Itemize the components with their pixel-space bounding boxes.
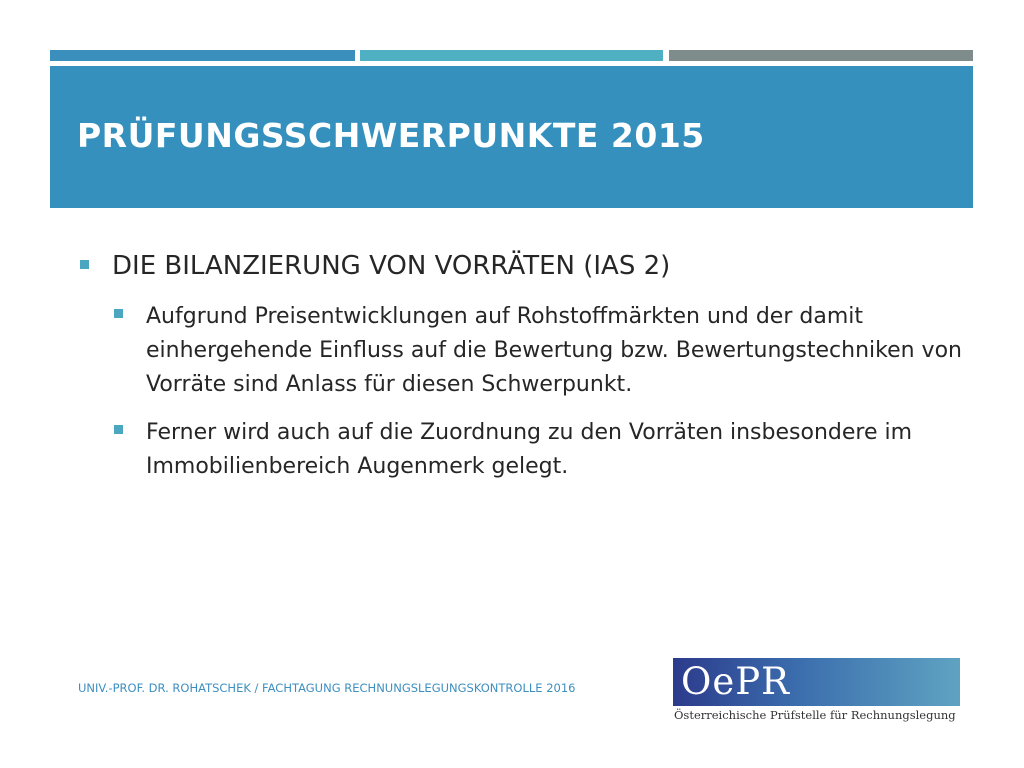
sub-bullet-text: Aufgrund Preisentwicklungen auf Rohstoffmärkten und der damit einhergehende Einfluss auf die Bewertung bzw. Bewertungstechniken von Vorräte sind Anlass für diesen Schwerpunkt. <box>146 304 962 397</box>
square-bullet-icon <box>114 309 123 318</box>
bullet-text: DIE BILANZIERUNG VON VORRÄTEN (IAS 2) <box>112 251 671 281</box>
slide-title: PRÜFUNGSSCHWERPUNKTE 2015 <box>77 116 705 155</box>
sub-bullet <box>114 416 976 484</box>
accent-stripe-blue <box>50 50 355 61</box>
logo-band <box>673 658 960 706</box>
title-bar <box>50 66 973 208</box>
logo-subtitle: Österreichische Prüfstelle für Rechnungslegung <box>674 708 956 722</box>
sub-bullet-text: Ferner wird auch auf die Zuordnung zu den Vorräten insbesondere im Immobilienbereich Augenmerk gelegt. <box>146 420 913 479</box>
oepr-logo <box>673 658 960 724</box>
square-bullet-icon <box>114 425 123 434</box>
footer-text: UNIV.-PROF. DR. ROHATSCHEK / FACHTAGUNG RECHNUNGSLEGUNGSKONTROLLE 2016 <box>78 681 576 695</box>
bullet-level-1 <box>78 248 978 284</box>
slide-content <box>78 248 978 484</box>
accent-stripe-gray <box>669 50 973 61</box>
sub-bullet <box>114 300 976 402</box>
square-bullet-icon <box>80 260 89 269</box>
logo-wordmark: OePR <box>681 660 790 703</box>
accent-stripe-teal <box>360 50 663 61</box>
